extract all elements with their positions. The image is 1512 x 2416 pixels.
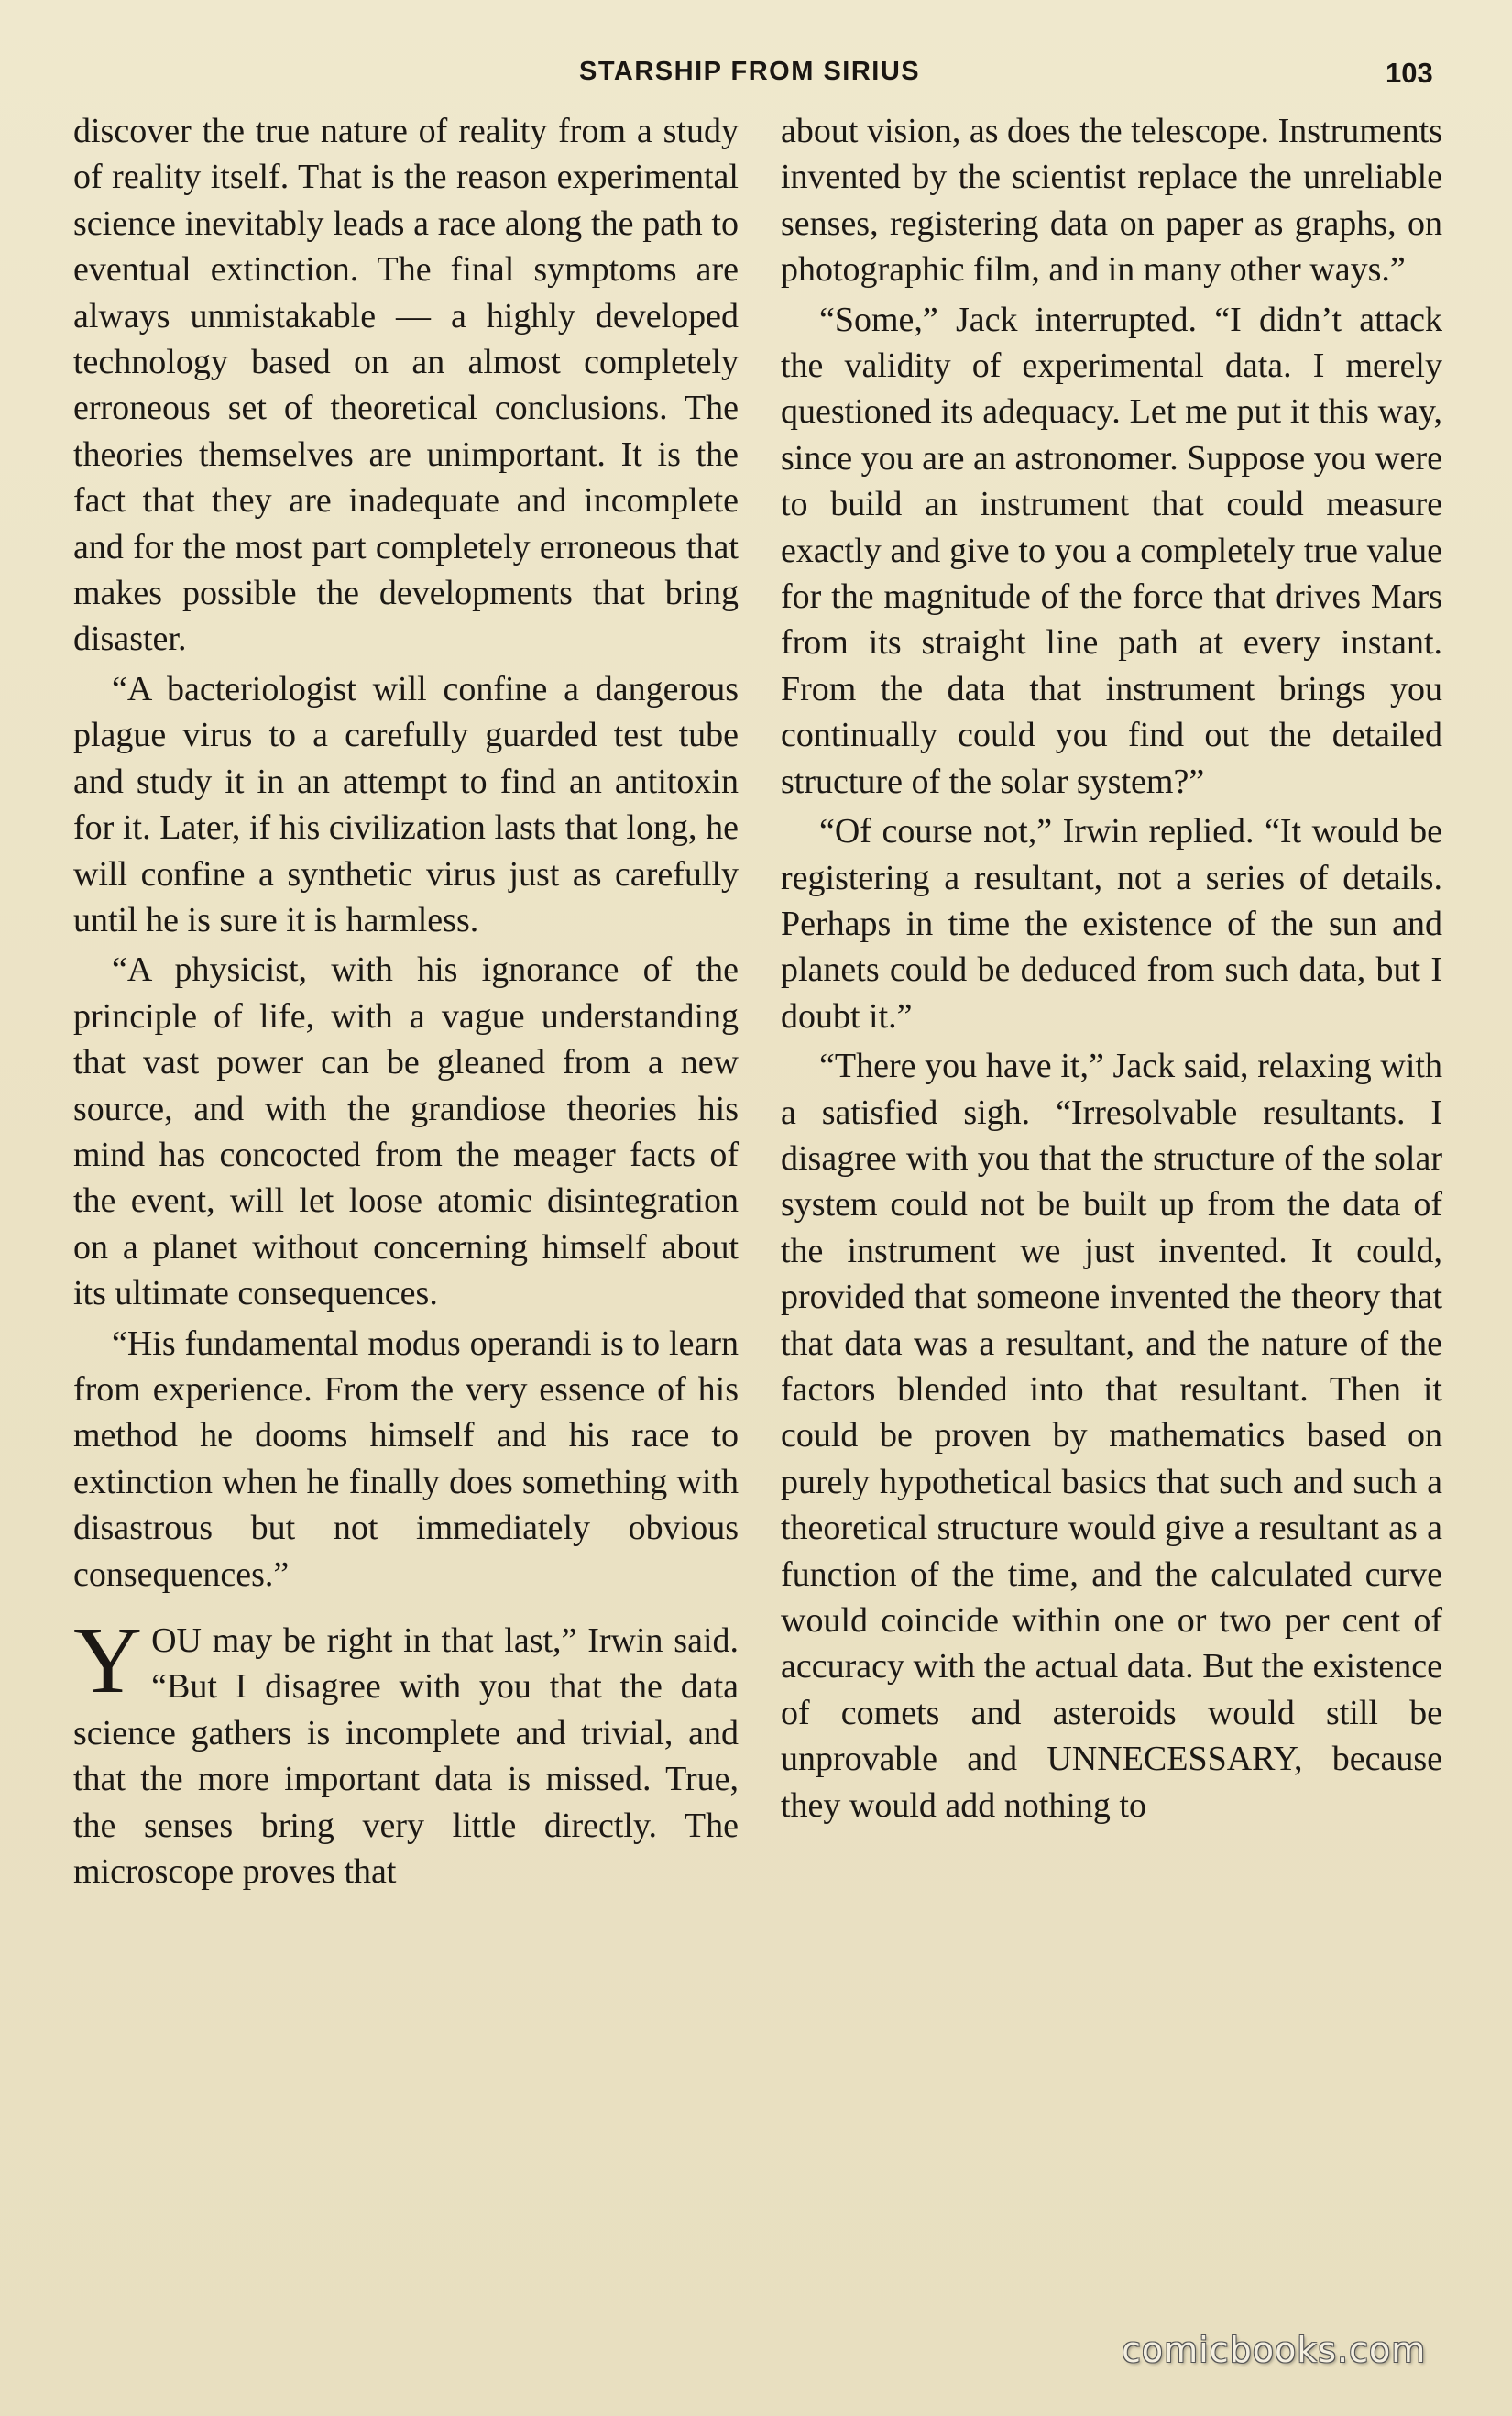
dropcap-paragraph	[73, 1608, 739, 1894]
running-title: STARSHIP FROM SIRIUS	[579, 57, 921, 86]
paragraph: discover the true nature of reality from a study of reality itself. That is the reason experimental science inevitably leads a race along the path to eventual extinction. The final symptoms are always unmistakable — a highly developed technology based on an almost completely erroneous set of theoretical conclusions. The theories themselves are unimportant. It is the fact that they are inadequate and incomplete and for the most part completely erroneous that makes possible the developments that bring disaster.	[73, 112, 739, 659]
drop-cap: Y	[73, 1608, 143, 1713]
paragraph: “A physicist, with his ignorance of the principle of life, with a vague understanding that vast power can be gleaned from a new source, and with the grandiose theories his mind has concocted from the meager facts of the event, will let loose atomic disintegration on a planet without concerning himself about its ultimate consequences.	[73, 950, 739, 1313]
paragraph: about vision, as does the telescope. Instruments invented by the scientist replace the unreliable senses, registering data on paper as graphs, on photographic film, and in many other ways.”	[781, 112, 1442, 290]
paragraph: “There you have it,” Jack said, relaxing with a satisfied sigh. “Irresolvable resultants. I disagree with you that the structure of the solar system could not be built up from the data of the instrument we just invented. It could, provided that someone invented the theory that that data was a resultant, and the nature of the factors blended into that resultant. Then it could be proven by mathematics based on purely hypothetical basics that such and such a theoretical structure would give a resultant as a function of the time, and the calculated curve would coincide within one or two per cent of accuracy with the actual data. But the existence of comets and asteroids would still be unprovable and UNNECESSARY, because they would add nothing to	[781, 1047, 1442, 1825]
paragraph: “A bacteriologist will confine a dangerous plague virus to a carefully guarded test tube and study it in an attempt to find an antitoxin for it. Later, if his civilization lasts that long, he will confine a synthetic virus just as carefully until he is sure it is harmless.	[73, 669, 739, 939]
paragraph: “His fundamental modus operandi is to learn from experience. From the very essence of his method he dooms himself and his race to extinction when he finally does something with disastrous but not immediately obvious consequences.”	[73, 1323, 739, 1594]
watermark: comicbooks.com	[1122, 2330, 1427, 2370]
left-column	[73, 108, 739, 1898]
page-number: 103	[1386, 57, 1433, 89]
page-header	[0, 57, 1512, 103]
paragraph-text: OU may be right in that last,” Irwin said. “But I disagree with you that the data science gathers is incomplete and trivial, and that the more important data is missed. True, the senses bring very little directly. The microscope proves that	[73, 1621, 739, 1892]
paragraph: “Some,” Jack interrupted. “I didn’t attack the validity of experimental data. I merely questioned its adequacy. Let me put it this way, since you are an astronomer. Suppose you were to build an instrument that could measure exactly and give to you a completely true value for the magnitude of the force that drives Mars from its straight line path at every instant. From the data that instrument brings you continually could you find out the detailed structure of the solar system?”	[781, 300, 1442, 801]
right-column	[781, 108, 1442, 1832]
paragraph: “Of course not,” Irwin replied. “It would be registering a resultant, not a series of details. Perhaps in time the existence of the sun and planets could be deduced from such data, but I doubt it.”	[781, 812, 1442, 1036]
